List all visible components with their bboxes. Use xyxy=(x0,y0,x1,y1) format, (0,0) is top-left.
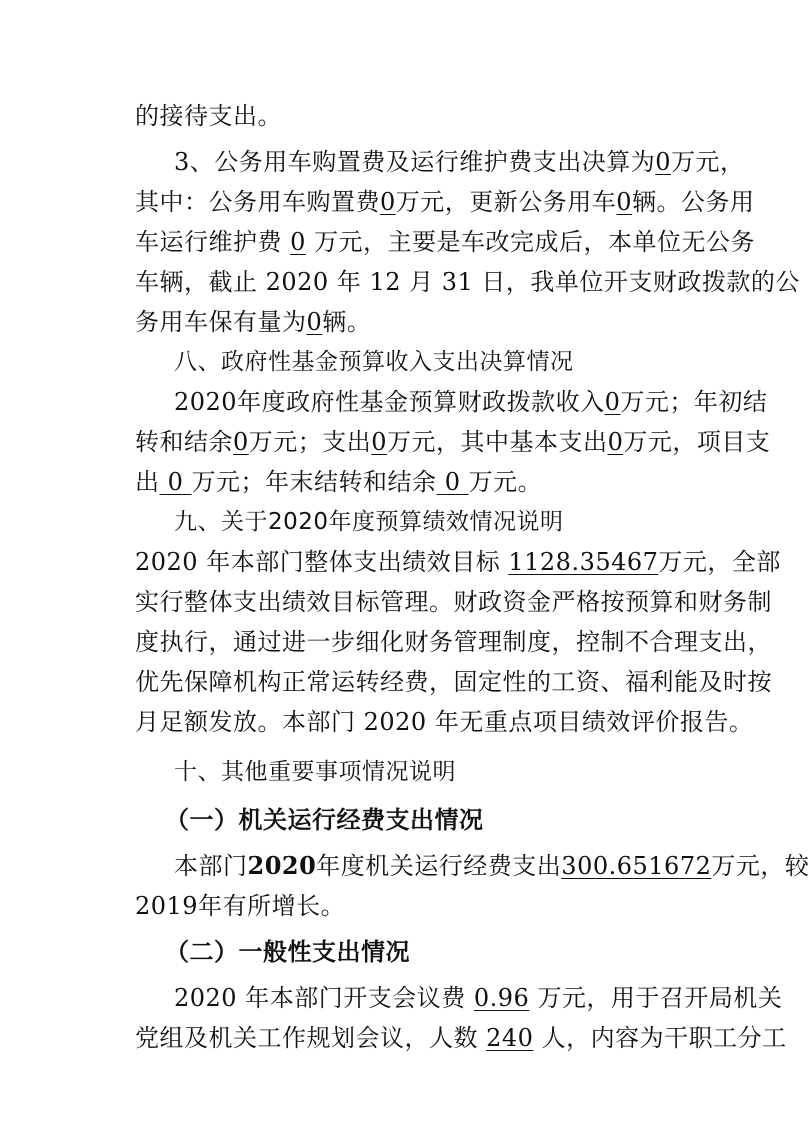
underlined-value: 0 xyxy=(306,308,323,336)
underlined-value: 0 xyxy=(233,428,249,456)
text: 万元，其中基本支出 xyxy=(387,428,608,456)
heading-text: （一）机关运行经费支出情况 xyxy=(165,805,484,834)
text-line xyxy=(135,1018,787,1058)
text: 其中：公务用车购置费 xyxy=(135,188,380,216)
text: 万元，用于召开局机关 xyxy=(537,984,783,1012)
text: 万元；支出 xyxy=(248,428,372,456)
underlined-value: 0 xyxy=(380,188,396,216)
text-line xyxy=(135,302,371,342)
text-line xyxy=(135,182,755,222)
text-line xyxy=(135,222,755,262)
text: 辆。公务用 xyxy=(632,188,755,216)
heading-text: 九、关于2020年度预算绩效情况说明 xyxy=(174,509,564,535)
text: 优先保障机构正常运转经费，固定性的工资、福利能及时按 xyxy=(135,668,772,696)
subsection-heading xyxy=(165,932,410,972)
underlined-value: 0 xyxy=(290,228,306,256)
text-line xyxy=(135,662,772,702)
text-line xyxy=(174,846,809,886)
text: 的接待支出。 xyxy=(135,102,282,130)
text: 万元，主要是车改完成后，本单位无公务 xyxy=(314,228,756,256)
text: 万元，全部 xyxy=(658,548,781,576)
text-line xyxy=(135,96,282,136)
underlined-value: 0.96 xyxy=(473,984,530,1012)
text: 2019年有所增长。 xyxy=(135,892,346,920)
text-line xyxy=(135,582,772,622)
text-line xyxy=(174,382,767,422)
text: 人，内容为干职工分工 xyxy=(541,1024,787,1052)
text: 本部门 xyxy=(174,852,248,880)
text: 万元， xyxy=(671,148,745,176)
text: 万元，项目支 xyxy=(623,428,771,456)
section-heading xyxy=(174,752,456,792)
underlined-value: 0 xyxy=(604,388,621,416)
text: 党组及机关工作规划会议，人数 xyxy=(135,1024,478,1052)
text-line xyxy=(135,622,772,662)
text: 万元；年初结 xyxy=(620,388,768,416)
text: 万元，更新公务用车 xyxy=(395,188,617,216)
text: 出 xyxy=(135,468,160,496)
underlined-value: 0 xyxy=(371,428,388,456)
text-line xyxy=(135,422,770,462)
text: 万元，较 xyxy=(711,852,809,880)
text-line xyxy=(135,886,345,926)
text-line xyxy=(174,142,745,182)
text-line xyxy=(135,262,800,302)
text-line xyxy=(135,462,542,502)
underlined-value: 240 xyxy=(486,1024,534,1052)
text: 务用车保有量为 xyxy=(135,308,307,336)
heading-text: 八、政府性基金预算收入支出决算情况 xyxy=(174,349,574,375)
text: 2020 年本部门整体支出绩效目标 xyxy=(135,548,501,576)
text: 度执行，通过进一步细化财务管理制度，控制不合理支出， xyxy=(135,628,772,656)
subsection-heading xyxy=(165,800,484,840)
text: 车辆，截止 2020 年 12 月 31 日，我单位开支财政拨款的公 xyxy=(135,268,800,296)
text-line xyxy=(174,978,782,1018)
text: 2020 年本部门开支会议费 xyxy=(174,984,466,1012)
heading-text: 十、其他重要事项情况说明 xyxy=(174,759,456,785)
underlined-value: 300.651672 xyxy=(561,852,712,880)
text: 车运行维护费 xyxy=(135,228,282,256)
text-line xyxy=(135,702,753,742)
text: 辆。 xyxy=(322,308,372,336)
text-line xyxy=(135,542,781,582)
text: 万元。 xyxy=(468,468,543,496)
section-heading xyxy=(174,502,564,542)
text: 2020 xyxy=(247,851,317,880)
text: 月足额发放。本部门 2020 年无重点项目绩效评价报告。 xyxy=(135,708,754,736)
underlined-value: 0 xyxy=(444,468,461,496)
text: 实行整体支出绩效目标管理。财政资金严格按预算和财务制 xyxy=(135,588,772,616)
text: 万元；年末结转和结余 xyxy=(191,468,437,496)
heading-text: （二）一般性支出情况 xyxy=(165,937,410,966)
underlined-value: 0 xyxy=(607,428,624,456)
underlined-value: 0 xyxy=(616,188,633,216)
underlined-value: 1128.35467 xyxy=(508,548,659,576)
text: 转和结余 xyxy=(135,428,233,456)
text: 3、公务用车购置费及运行维护费支出决算为 xyxy=(174,148,656,176)
underlined-value: 0 xyxy=(167,468,184,496)
section-heading xyxy=(174,342,574,382)
text: 年度机关运行经费支出 xyxy=(316,852,562,880)
underlined-value: 0 xyxy=(655,148,672,176)
text: 2020年度政府性基金预算财政拨款收入 xyxy=(174,388,605,416)
